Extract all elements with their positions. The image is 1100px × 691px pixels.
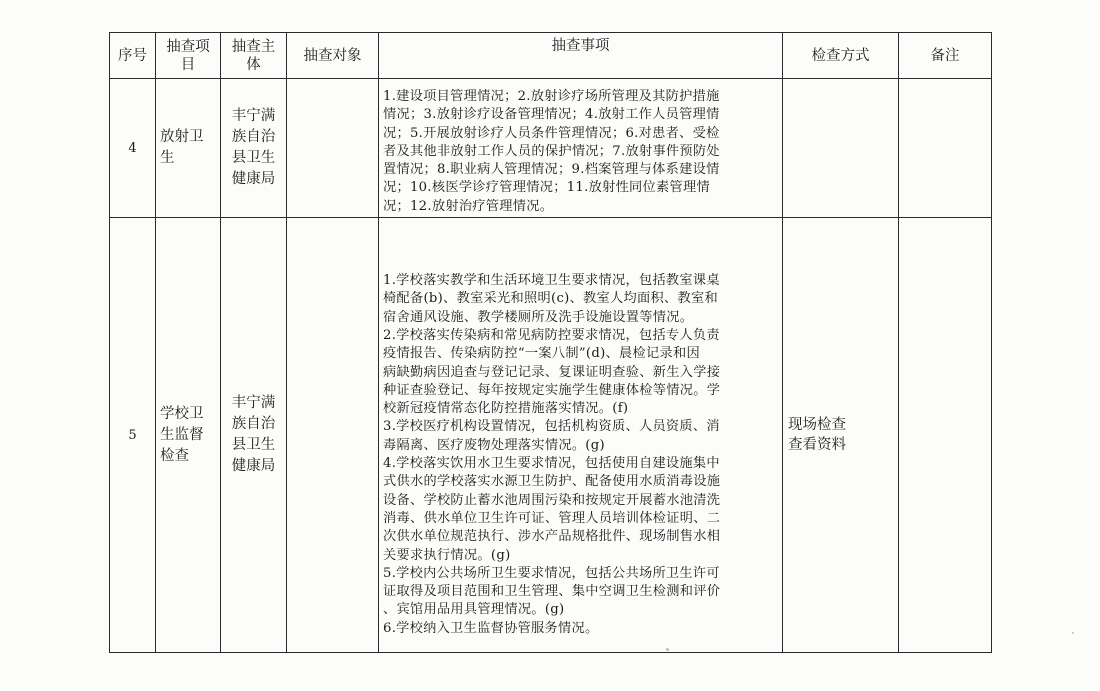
inspection-table xyxy=(109,32,992,653)
header-item: 抽查项 目 xyxy=(156,33,221,79)
scan-speck xyxy=(666,648,669,651)
header-remark: 备注 xyxy=(899,33,992,79)
row-no: 4 xyxy=(110,79,156,218)
row-item: 放射卫 生 xyxy=(156,79,221,218)
row-matters: 1.学校落实教学和生活环境卫生要求情况，包括教室课桌 椅配备(b)、教室采光和照明(c)、教室人均面积、教室和 宿舍通风设施、教学楼厕所及洗手设施设置等情况。 2.学校落实传染病和常见病防控要求情况，包括专人负责 疫情报告、传染病防控“一案八制”(d)、晨检记录和因 病缺勤病因追查与登记记录、复课证明查验、新生入学接 种证查验登记、每年按规定实施学生健康体检等情况。学 校新冠疫情常态化防控措施落实情况。(f) 3.学校医疗机构设置情况，包括机构资质、人员资质、消 毒隔离、医疗废物处理落实情况。(g) 4.学校落实饮用水卫生要求情况，包括使用自建设施集中 式供水的学校落实水源卫生防护、配备使用水质消毒设施 设备、学校防止蓄水池周围污染和按规定开展蓄水池清洗 消毒、供水单位卫生许可证、管理人员培训体检证明、二 次供水单位规范执行、涉水产品规格批件、现场制售水相 关要求执行情况。(g) 5.学校内公共场所卫生要求情况，包括公共场所卫生许可 证取得及项目范围和卫生管理、集中空调卫生检测和评价 、宾馆用品用具管理情况。(g) 6.学校纳入卫生监督协管服务情况。 xyxy=(379,218,783,653)
table-row xyxy=(110,218,992,653)
row-target xyxy=(287,79,379,218)
header-matters: 抽查事项 xyxy=(379,33,783,79)
header-subject: 抽查主 体 xyxy=(221,33,287,79)
row-matters: 1.建设项目管理情况；2.放射诊疗场所管理及其防护措施 情况；3.放射诊疗设备管理情况；4.放射工作人员管理情 况；5.开展放射诊疗人员条件管理情况；6.对患者、受检 者及其他非放射工作人员的保护情况；7.放射事件预防处 置情况；8.职业病人管理情况；9.档案管理与体系建设情 况；10.核医学诊疗管理情况；11.放射性同位素管理情 况；12.放射治疗管理情况。 xyxy=(379,79,783,218)
header-row xyxy=(110,33,992,79)
row-subject: 丰宁满 族自治 县卫生 健康局 xyxy=(221,79,287,218)
row-method: 现场检查 查看资料 xyxy=(783,218,899,653)
row-remark xyxy=(899,79,992,218)
header-method: 检查方式 xyxy=(783,33,899,79)
row-method xyxy=(783,79,899,218)
row-remark xyxy=(899,218,992,653)
row-subject: 丰宁满 族自治 县卫生 健康局 xyxy=(221,218,287,653)
header-target: 抽查对象 xyxy=(287,33,379,79)
row-no: 5 xyxy=(110,218,156,653)
header-no: 序号 xyxy=(110,33,156,79)
table-row xyxy=(110,79,992,218)
row-item: 学校卫 生监督 检查 xyxy=(156,218,221,653)
row-target xyxy=(287,218,379,653)
scan-speck xyxy=(1072,632,1074,634)
